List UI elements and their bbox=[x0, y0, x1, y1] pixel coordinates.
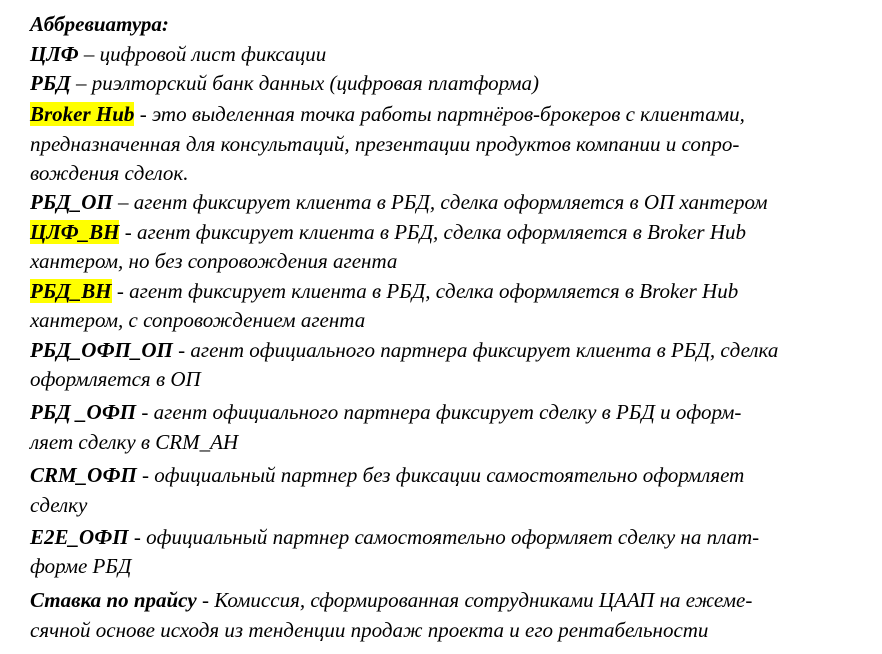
abbreviation-term-highlighted: ЦЛФ_ВН bbox=[30, 220, 120, 244]
description-continuation: форме РБД bbox=[30, 554, 132, 578]
abbreviation-entry-rbd-ofp-op bbox=[30, 336, 778, 364]
abbreviation-entry-rbd-vn bbox=[30, 277, 738, 305]
abbreviation-term: РБД _ОФП bbox=[30, 400, 137, 424]
abbreviation-entry-price-rate bbox=[30, 586, 752, 614]
description-continuation: вождения сделок. bbox=[30, 161, 189, 185]
separator: - bbox=[128, 525, 147, 549]
description-continuation: хантером, с сопровождением агента bbox=[30, 308, 366, 332]
abbreviation-entry-rbd-ofp bbox=[30, 398, 741, 426]
abbreviation-term: РБД_ОФП_ОП bbox=[30, 338, 173, 362]
abbreviation-term-highlighted: РБД_ВН bbox=[30, 279, 112, 303]
separator: – bbox=[70, 71, 92, 95]
abbreviation-entry-rbd-op bbox=[30, 188, 768, 216]
abbreviation-entry-rbd bbox=[30, 69, 539, 97]
abbreviation-description: агент фиксирует клиента в РБД, сделка оформляется в Broker Hub bbox=[136, 220, 747, 244]
abbreviation-description: официальный партнер без фиксации самостоятельно оформляет bbox=[154, 463, 745, 487]
description-continuation: оформляется в ОП bbox=[30, 367, 201, 391]
abbreviation-term: РБД bbox=[30, 71, 71, 95]
abbreviation-description: цифровой лист фиксации bbox=[99, 42, 327, 66]
separator: - bbox=[134, 102, 152, 126]
abbreviation-entry-clf-vn bbox=[30, 218, 746, 246]
description-continuation: сячной основе исходя из тенденции продаж проекта и его рентабельности bbox=[30, 618, 709, 642]
abbreviation-description: Комиссия, сформированная сотрудниками ЦААП на ежеме- bbox=[214, 588, 753, 612]
abbreviation-entry-e2e-ofp bbox=[30, 523, 759, 551]
abbreviation-description: официальный партнер самостоятельно оформляет сделку на плат- bbox=[146, 525, 760, 549]
description-continuation: ляет сделку в CRM_AH bbox=[30, 430, 239, 454]
abbreviation-description: риэлторский банк данных (цифровая платформа) bbox=[91, 71, 539, 95]
separator: - bbox=[136, 400, 154, 424]
description-continuation: предназначенная для консультаций, презентации продуктов компании и сопро- bbox=[30, 132, 740, 156]
abbreviation-entry-crm-ofp bbox=[30, 461, 744, 489]
abbreviation-term: Ставка по прайсу bbox=[30, 588, 197, 612]
abbreviation-term: РБД_ОП bbox=[30, 190, 113, 214]
abbreviation-description: агент фиксирует клиента в РБД, сделка оформляется в Broker Hub bbox=[129, 279, 739, 303]
abbreviation-entry-clf bbox=[30, 40, 326, 68]
abbreviation-entry-broker-hub bbox=[30, 100, 745, 128]
description-continuation: сделку bbox=[30, 493, 88, 517]
abbreviation-description: это выделенная точка работы партнёров-брокеров с клиентами, bbox=[151, 102, 745, 126]
description-continuation: хантером, но без сопровождения агента bbox=[30, 249, 398, 273]
abbreviation-term: E2E_ОФП bbox=[30, 525, 129, 549]
abbreviation-description: агент фиксирует клиента в РБД, сделка оформляется в ОП хантером bbox=[133, 190, 768, 214]
separator: - bbox=[119, 220, 137, 244]
separator: – bbox=[112, 190, 134, 214]
abbreviation-term: ЦЛФ bbox=[30, 42, 79, 66]
separator: - bbox=[196, 588, 215, 612]
abbreviation-term: CRM_ОФП bbox=[30, 463, 137, 487]
abbreviation-description: агент официального партнера фиксирует сделку в РБД и оформ- bbox=[153, 400, 742, 424]
separator: - bbox=[136, 463, 155, 487]
abbreviation-description: агент официального партнера фиксирует клиента в РБД, сделка bbox=[190, 338, 779, 362]
abbreviation-term-highlighted: Broker Hub bbox=[30, 102, 135, 126]
separator: - bbox=[172, 338, 191, 362]
document-heading: Аббревиатура: bbox=[30, 12, 169, 36]
separator: – bbox=[78, 42, 100, 66]
separator: - bbox=[111, 279, 130, 303]
